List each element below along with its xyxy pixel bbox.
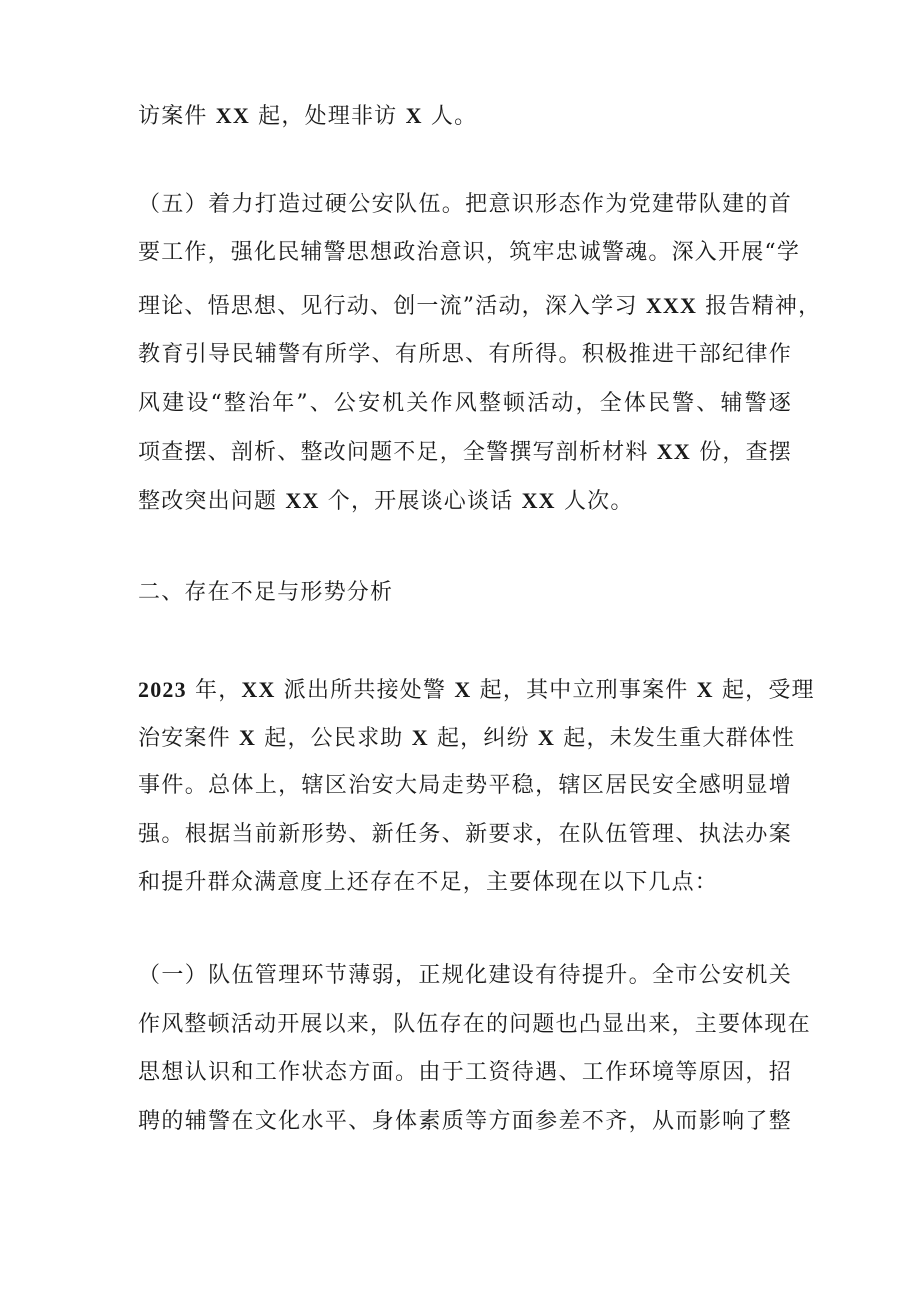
- paragraph-line: 访案件 XX 起，处理非访 X 人。: [138, 103, 478, 129]
- paragraph-line: 思想认识和工作状态方面。由于工资待遇、工作环境等原因，招: [138, 1060, 792, 1085]
- paragraph-line: 整改突出问题 XX 个，开展谈心谈话 XX 人次。: [138, 488, 634, 514]
- paragraph-line: （一）队伍管理环节薄弱，正规化建设有待提升。全市公安机关: [138, 963, 792, 988]
- paragraph-line: 治安案件 X 起，公民求助 X 起，纠纷 X 起，未发生重大群体性: [138, 725, 796, 751]
- paragraph-line: 要工作，强化民辅警思想政治意识，筑牢忠诚警魂。深入开展“学: [138, 240, 801, 265]
- section-heading: 二、存在不足与形势分析: [138, 580, 394, 605]
- paragraph-line: 项查摆、剖析、整改问题不足，全警撰写剖析材料 XX 份，查摆: [138, 439, 792, 465]
- paragraph-line: （五）着力打造过硬公安队伍。把意识形态作为党建带队建的首: [138, 192, 792, 217]
- paragraph-line: 作风整顿活动开展以来，队伍存在的问题也凸显出来，主要体现在: [138, 1012, 811, 1037]
- paragraph-line: 教育引导民辅警有所学、有所思、有所得。积极推进干部纪律作: [138, 342, 792, 367]
- paragraph-line: 和提升群众满意度上还存在不足，主要体现在以下几点：: [138, 870, 719, 895]
- paragraph-line: 强。根据当前新形势、新任务、新要求，在队伍管理、执法办案: [138, 822, 792, 847]
- paragraph-line: 2023 年，XX 派出所共接处警 X 起，其中立刑事案件 X 起，受理: [138, 677, 815, 703]
- paragraph-line: 事件。总体上，辖区治安大局走势平稳，辖区居民安全感明显增: [138, 773, 792, 798]
- paragraph-line: 聘的辅警在文化水平、身体素质等方面参差不齐，从而影响了整: [138, 1109, 792, 1134]
- paragraph-line: 风建设“整治年”、公安机关作风整顿活动，全体民警、辅警逐: [138, 391, 792, 416]
- paragraph-line: 理论、悟思想、见行动、创一流”活动，深入学习 XXX 报告精神，: [138, 293, 822, 319]
